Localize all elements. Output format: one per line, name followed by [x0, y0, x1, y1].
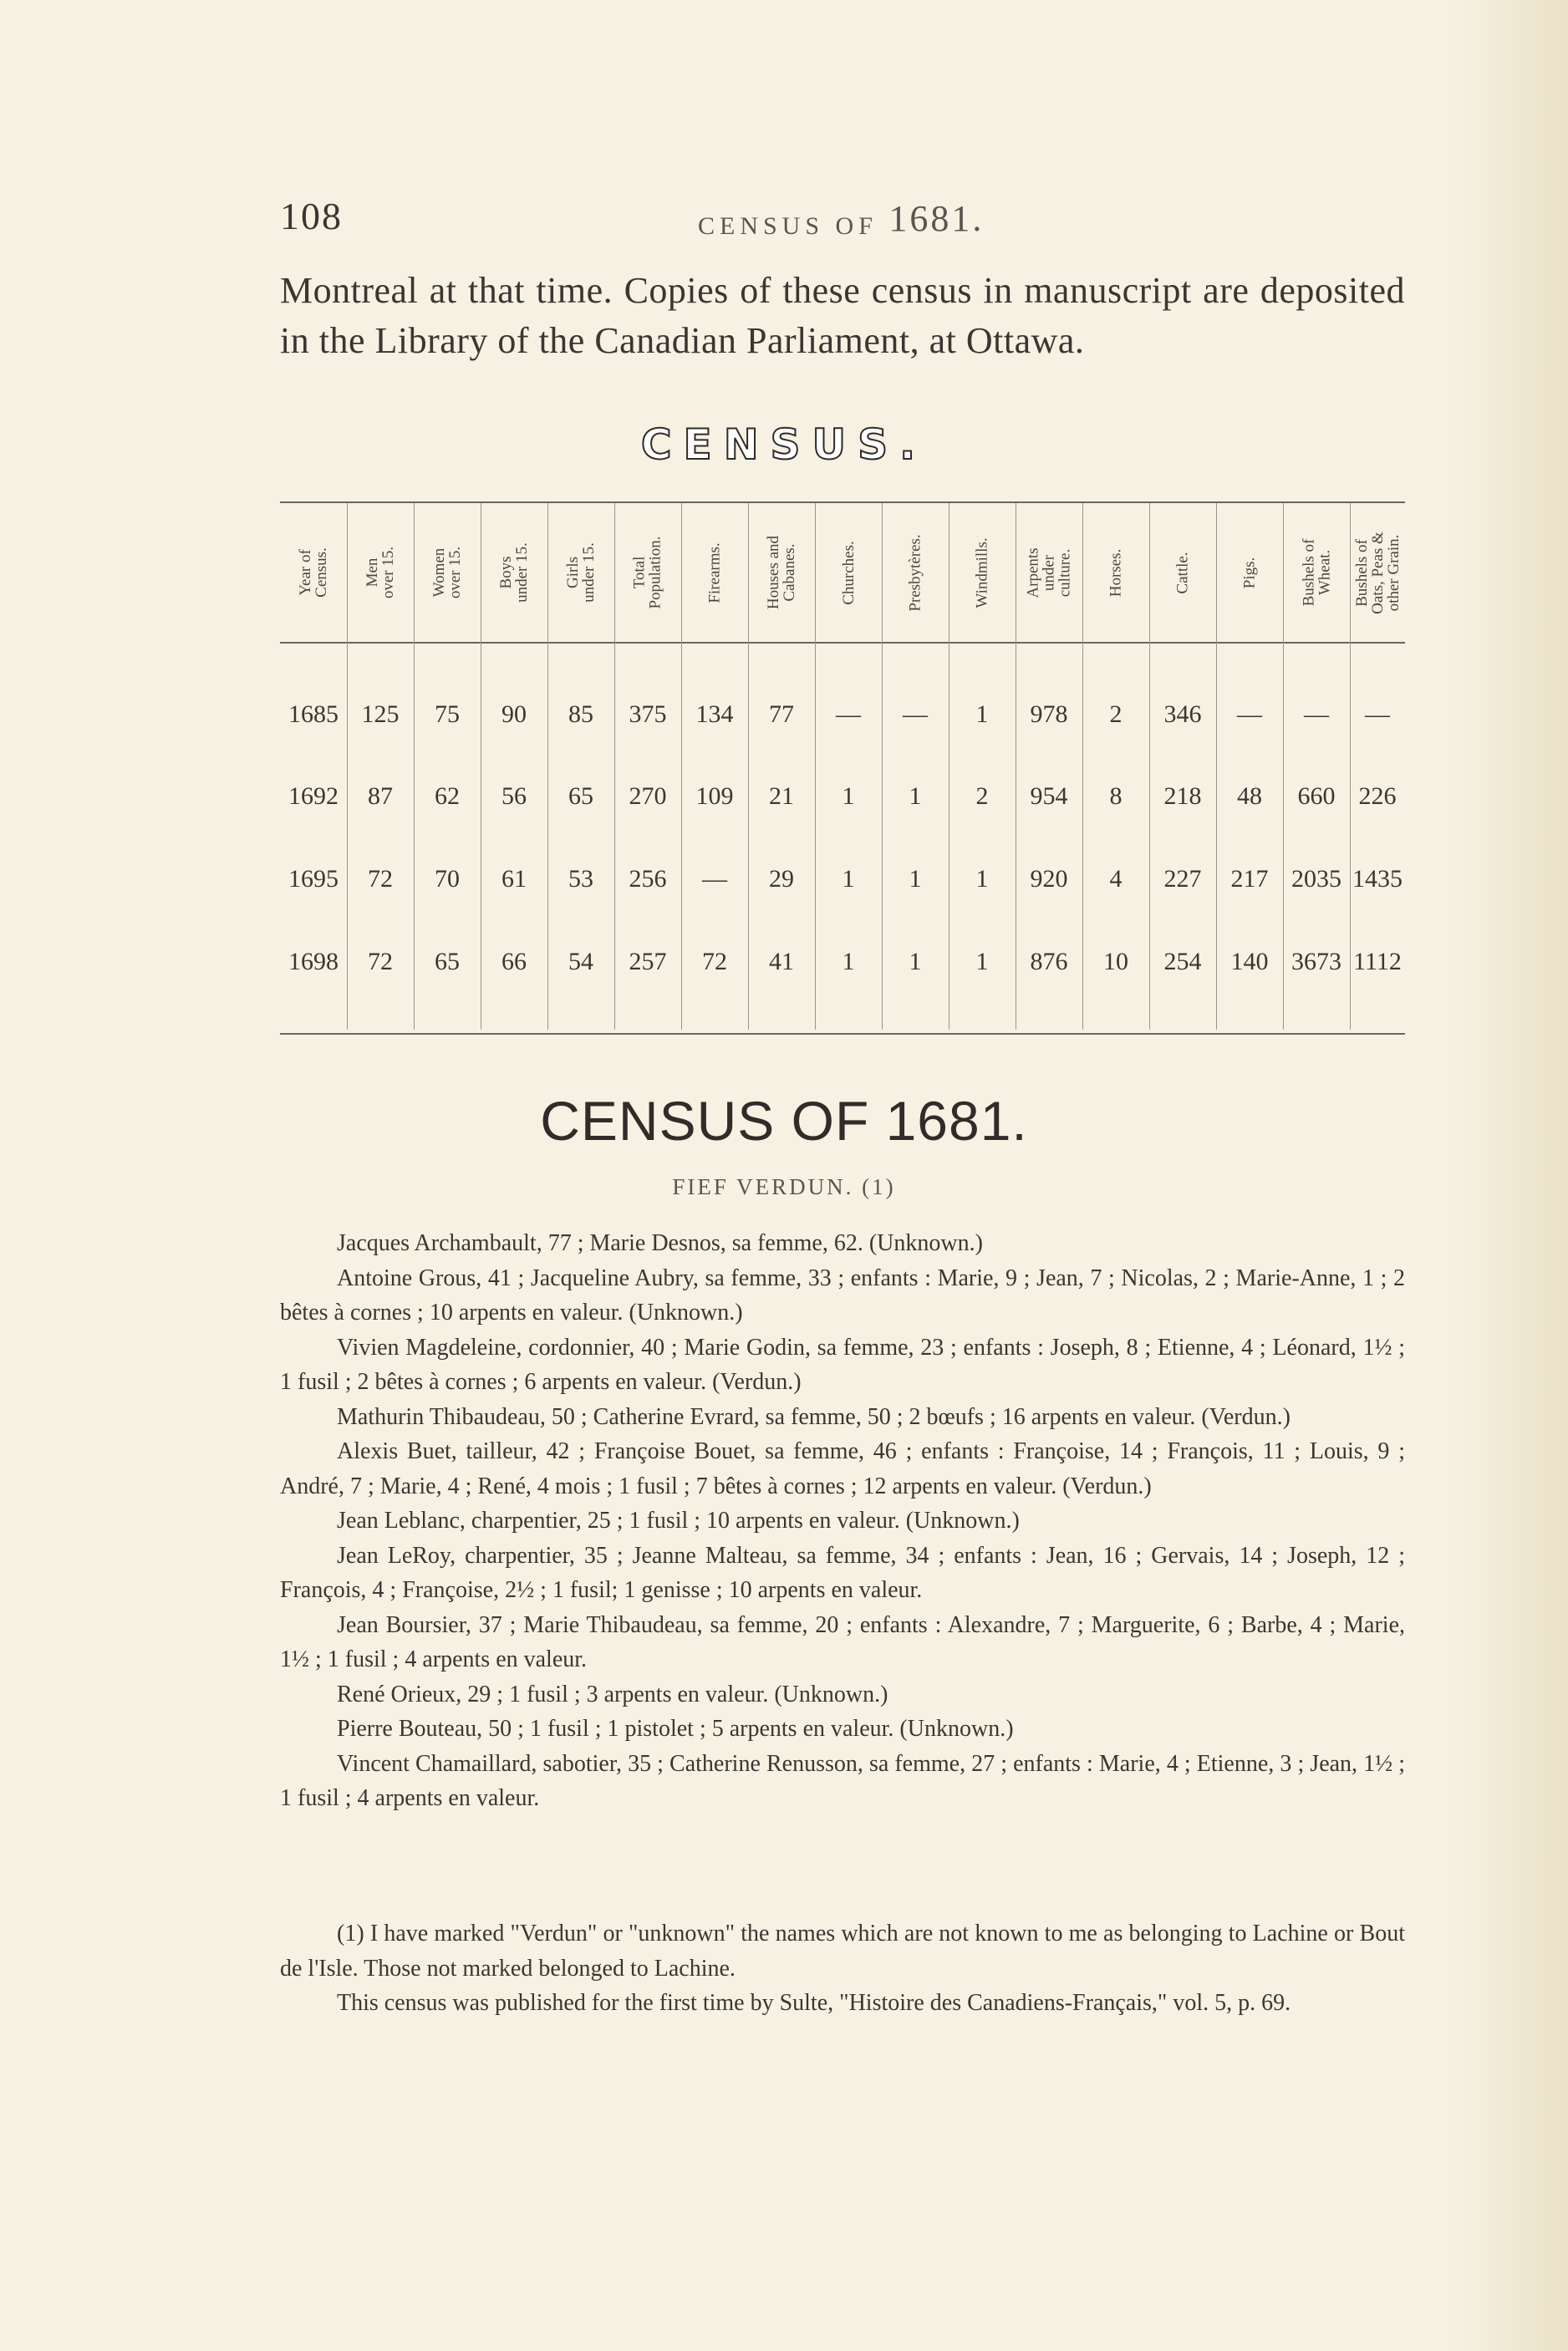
table-cell: 85: [568, 700, 593, 728]
table-cell: 1: [975, 700, 989, 728]
table-cell: 1: [909, 865, 922, 893]
table-cell: 226: [1358, 782, 1397, 810]
column-header-label: Horses.: [1107, 548, 1125, 597]
table-cell: 65: [568, 782, 593, 810]
census-entries: [280, 1226, 1405, 1816]
column-header: [748, 506, 815, 639]
table-cell: —: [702, 865, 727, 893]
table-cell: 1695: [288, 865, 339, 893]
column-header-label: Presbytères.: [906, 533, 924, 612]
table-cell: 1: [975, 948, 989, 975]
column-header: [614, 506, 681, 639]
column-header: [1350, 506, 1405, 639]
table-cell: 21: [769, 782, 794, 810]
running-title-prefix: CENSUS OF: [698, 212, 878, 240]
entry-paragraph: Mathurin Thibaudeau, 50 ; Catherine Evrard, sa femme, 50 ; 2 bœufs ; 16 arpents en valeur. (Verdun.): [337, 1403, 1291, 1430]
table-cell: 920: [1030, 865, 1068, 893]
table-cell: 72: [702, 948, 727, 975]
table-cell: 54: [568, 948, 593, 975]
column-header-label: Women over 15.: [430, 546, 464, 599]
table-cell: 257: [629, 948, 667, 975]
census-heading: CENSUS.: [640, 420, 928, 469]
table-cell: 4: [1109, 865, 1123, 893]
table-cell: 1698: [288, 948, 339, 975]
table-cell: 227: [1163, 865, 1202, 893]
entry-paragraph: Alexis Buet, tailleur, 42 ; Françoise Bouet, sa femme, 46 ; enfants : Françoise, 14 ; François, 11 ; Louis, 9 ; André, 7 ; Marie, 4 ; René, 4 mois ; 1 fusil ; 7 bêtes à cornes ; 12 arpents en valeur. (Verdun.): [280, 1438, 1405, 1499]
entry-paragraph: René Orieux, 29 ; 1 fusil ; 3 arpents en valeur. (Unknown.): [337, 1681, 888, 1707]
table-cell: 2035: [1291, 865, 1341, 893]
table-cell: 61: [501, 865, 527, 893]
column-header: [1149, 506, 1216, 639]
table-cell: 375: [629, 700, 667, 728]
table-cell: 2: [1109, 700, 1123, 728]
entry-paragraph: Vivien Magdeleine, cordonnier, 40 ; Marie Godin, sa femme, 23 ; enfants : Joseph, 8 ; Etienne, 4 ; Léonard, 1½ ; 1 fusil ; 2 bêtes à cornes ; 6 arpents en valeur. (Verdun.): [280, 1334, 1405, 1395]
table-cell: —: [1237, 700, 1262, 728]
table-cell: 72: [368, 948, 393, 975]
table-cell: 2: [975, 782, 989, 810]
table-cell: 66: [501, 948, 527, 975]
table-cell: 256: [629, 865, 667, 893]
table-cell: 1435: [1352, 865, 1403, 893]
table-cell: 90: [501, 700, 527, 728]
column-header: [1216, 506, 1283, 639]
table-cell: 217: [1230, 865, 1269, 893]
column-header: [280, 506, 347, 639]
table-cell: 978: [1030, 700, 1068, 728]
column-header-label: Cattle.: [1173, 551, 1192, 594]
table-cell: 1: [975, 865, 989, 893]
table-cell: 48: [1237, 782, 1262, 810]
table-cell: 254: [1163, 948, 1202, 975]
table-cell: 70: [435, 865, 460, 893]
table-cell: 1692: [288, 782, 339, 810]
table-cell: 1: [842, 948, 855, 975]
footnote: This census was published for the first time by Sulte, "Histoire des Canadiens-Français," vol. 5, p. 69.: [337, 1990, 1291, 2016]
section-subtitle: FIEF VERDUN. (1): [672, 1174, 896, 1199]
table-cell: 62: [435, 782, 460, 810]
footnotes: [280, 1916, 1405, 2021]
page-number: 108: [280, 195, 343, 237]
table-bottom-rule: [280, 1033, 1405, 1035]
table-cell: 10: [1103, 948, 1128, 975]
column-header-label: Arpents under culture.: [1024, 547, 1074, 598]
entry-paragraph: Jean Leblanc, charpentier, 25 ; 1 fusil ; 10 arpents en valeur. (Unknown.): [337, 1508, 1020, 1534]
table-cell: 218: [1163, 782, 1202, 810]
column-header-label: Windmills.: [973, 537, 991, 608]
table-cell: —: [1365, 700, 1390, 728]
table-cell: 1: [842, 782, 855, 810]
column-header-label: Bushels of Oats, Peas & other Grain.: [1352, 531, 1403, 614]
table-cell: 8: [1109, 782, 1123, 810]
table-cell: 1112: [1353, 948, 1402, 975]
column-header-label: Total Population.: [631, 536, 664, 609]
table-cell: —: [836, 700, 861, 728]
column-header-label: Girls under 15.: [563, 542, 598, 603]
table-cell: 876: [1030, 948, 1068, 975]
table-cell: 53: [568, 865, 593, 893]
table-cell: 41: [769, 948, 794, 975]
column-header-label: Men over 15.: [363, 546, 397, 599]
column-header-label: Boys under 15.: [496, 542, 531, 603]
column-header: [815, 506, 882, 639]
table-cell: —: [903, 700, 928, 728]
table-cell: 29: [769, 865, 794, 893]
column-header-label: Firearms.: [705, 542, 724, 603]
entry-paragraph: Pierre Bouteau, 50 ; 1 fusil ; 1 pistolet ; 5 arpents en valeur. (Unknown.): [337, 1716, 1014, 1742]
section-title: CENSUS OF 1681.: [540, 1090, 1028, 1152]
column-header: [1283, 506, 1350, 639]
column-header: [949, 506, 1016, 639]
table-cell: 77: [769, 700, 794, 728]
table-top-rule: [280, 501, 1405, 503]
table-cell: 125: [361, 700, 400, 728]
table-cell: 1685: [288, 700, 339, 728]
table-cell: 1: [909, 782, 922, 810]
table-cell: 109: [695, 782, 734, 810]
column-header-label: Churches.: [839, 540, 858, 605]
column-header: [1082, 506, 1149, 639]
entry-paragraph: Vincent Chamaillard, sabotier, 35 ; Catherine Renusson, sa femme, 27 ; enfants : Marie, 4 ; Etienne, 3 ; Jean, 1½ ; 1 fusil ; 4 arpents en valeur.: [280, 1750, 1405, 1811]
table-cell: 134: [695, 700, 734, 728]
entry-paragraph: Antoine Grous, 41 ; Jacqueline Aubry, sa femme, 33 ; enfants : Marie, 9 ; Jean, 7 ; Nicolas, 2 ; Marie-Anne, 1 ; 2 bêtes à cornes ; 10 arpents en valeur. (Unknown.): [280, 1265, 1405, 1326]
table-cell: 954: [1030, 782, 1068, 810]
table-cell: 660: [1297, 782, 1336, 810]
running-head: [280, 194, 1405, 244]
column-header-label: Houses and Cabanes.: [765, 535, 799, 610]
column-header-label: Year of Census.: [297, 547, 330, 598]
table-cell: 270: [629, 782, 667, 810]
table-cell: 1: [842, 865, 855, 893]
column-header: [414, 506, 481, 639]
table-cell: 72: [368, 865, 393, 893]
column-header-label: Pigs.: [1240, 557, 1259, 588]
running-title: [698, 198, 985, 243]
table-cell: 87: [368, 782, 393, 810]
entry-paragraph: Jean Boursier, 37 ; Marie Thibaudeau, sa femme, 20 ; enfants : Alexandre, 7 ; Marguerite, 6 ; Barbe, 4 ; Marie, 1½ ; 1 fusil ; 4 arpents en valeur.: [280, 1611, 1405, 1672]
table-cell: 346: [1163, 700, 1202, 728]
census-table: [280, 501, 1405, 1036]
table-cell: 1: [909, 948, 922, 975]
column-header: [547, 506, 614, 639]
table-cell: 65: [435, 948, 460, 975]
entry-paragraph: Jean LeRoy, charpentier, 35 ; Jeanne Malteau, sa femme, 34 ; enfants : Jean, 16 ; Gervais, 14 ; Joseph, 12 ; François, 4 ; Françoise, 2½ ; 1 fusil; 1 genisse ; 10 arpents en valeur.: [280, 1542, 1405, 1603]
entry-paragraph: Jacques Archambault, 77 ; Marie Desnos, sa femme, 62. (Unknown.): [337, 1230, 983, 1256]
column-header: [882, 506, 949, 639]
column-header: [481, 506, 547, 639]
intro-paragraph: Montreal at that time. Copies of these census in manuscript are deposited in the Library of the Canadian Parliament, at Ottawa.: [280, 270, 1405, 361]
table-cell: 3673: [1291, 948, 1341, 975]
column-header: [347, 506, 414, 639]
column-header-label: Bushels of Wheat.: [1300, 538, 1333, 607]
column-header: [681, 506, 748, 639]
table-cell: 75: [435, 700, 460, 728]
running-title-year: 1681.: [888, 198, 985, 239]
table-cell: 56: [501, 782, 527, 810]
column-header: [1016, 506, 1082, 639]
table-cell: 140: [1230, 948, 1269, 975]
footnote: (1) I have marked "Verdun" or "unknown" the names which are not known to me as belonging to Lachine or Bout de l'Isle. Those not marked belonged to Lachine.: [280, 1921, 1405, 1982]
table-header-rule: [280, 642, 1405, 644]
table-cell: —: [1304, 700, 1329, 728]
